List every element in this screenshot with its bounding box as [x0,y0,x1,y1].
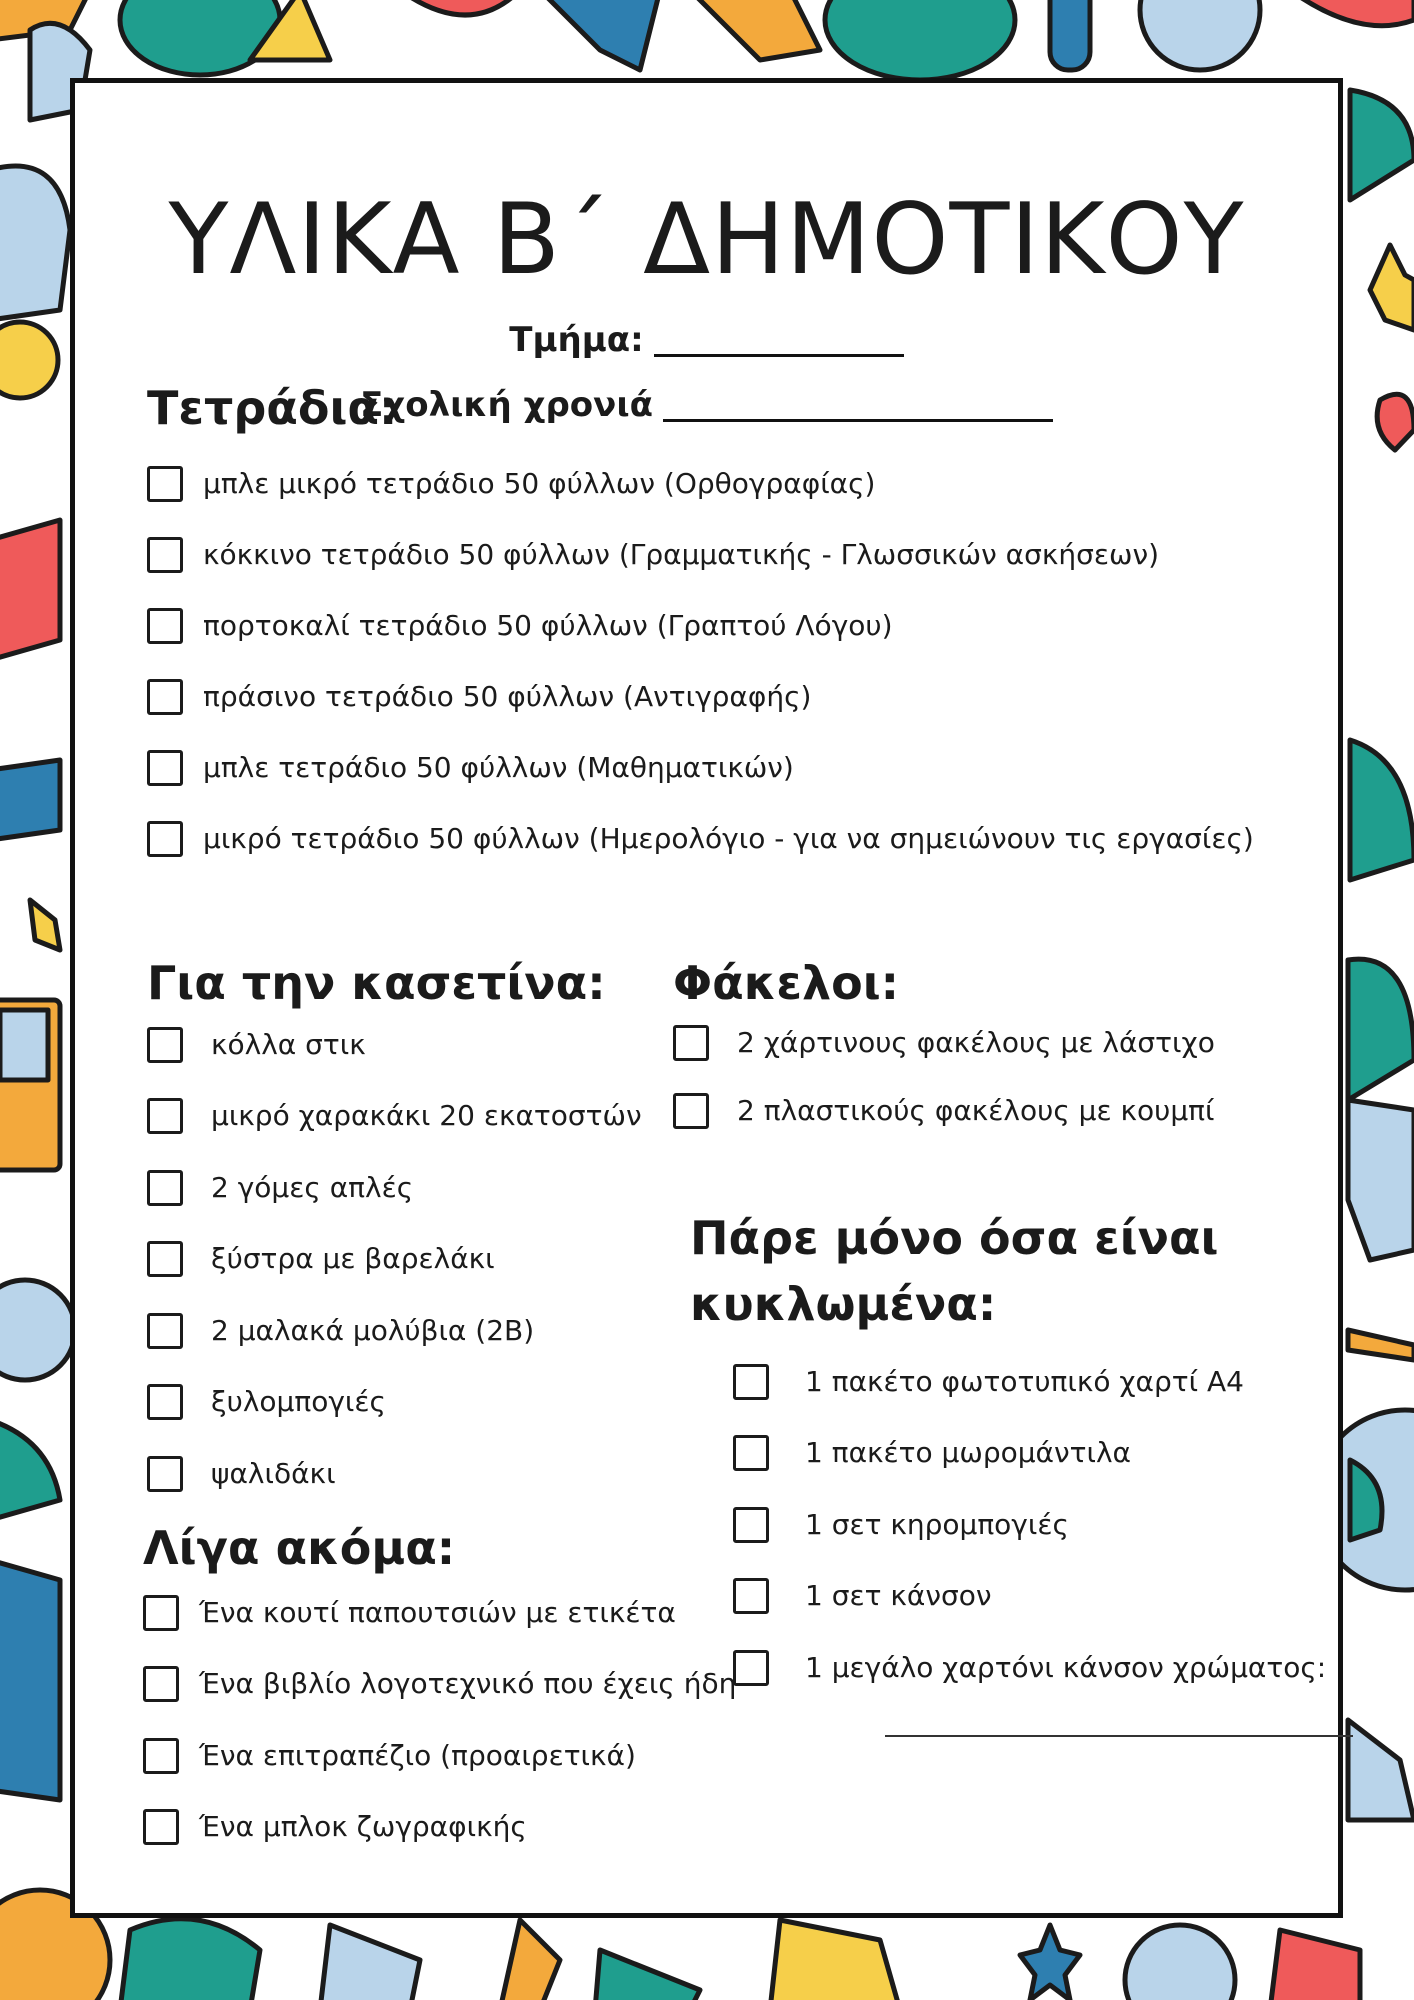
checkbox[interactable] [147,1313,183,1349]
circled-heading [690,1205,1218,1337]
item-label: Ένα επιτραπέζιο (προαιρετικά) [199,1738,636,1772]
checklist-item [147,1224,642,1296]
checkbox[interactable] [147,1241,183,1277]
checklist-item [733,1632,1326,1704]
item-label: 1 σετ κάνσον [805,1579,992,1613]
checklist-item [673,1077,1215,1145]
checkbox[interactable] [733,1364,769,1400]
item-label: Ένα μπλοκ ζωγραφικής [199,1810,527,1844]
notebooks-list [147,448,1254,874]
checkbox[interactable] [143,1595,179,1631]
pencil-case-list [147,1009,642,1510]
item-label: 1 μεγάλο χαρτόνι κάνσον χρώματος: [805,1650,1327,1684]
checklist-sheet [70,78,1343,1918]
checklist-item [733,1418,1326,1490]
checkbox[interactable] [147,750,183,786]
more-heading: Λίγα ακόμα: [143,1521,456,1575]
checklist-item [147,1295,642,1367]
circled-heading-line-1: Πάρε μόνο όσα είναι [690,1211,1219,1265]
checklist-item [147,1438,642,1510]
checkbox[interactable] [733,1435,769,1471]
item-label: μπλε τετράδιο 50 φύλλων (Μαθηματικών) [203,750,794,784]
checkbox[interactable] [147,1384,183,1420]
item-label: μικρό τετράδιο 50 φύλλων (Ημερολόγιο - για να σημειώνουν τις εργασίες) [203,821,1254,855]
checklist-item [143,1649,736,1721]
checkbox[interactable] [673,1025,709,1061]
checklist-item [147,1152,642,1224]
checklist-item [147,803,1254,874]
checkbox[interactable] [733,1650,769,1686]
school-year-label: Σχολική χρονιά [360,385,653,425]
checkbox[interactable] [147,1027,183,1063]
checkbox[interactable] [733,1507,769,1543]
checklist-item [143,1577,736,1649]
item-label: 2 γόμες απλές [211,1170,414,1204]
circled-heading-line-2: κυκλωμένα: [690,1277,997,1331]
item-label: 1 πακέτο μωρομάντιλα [805,1436,1131,1470]
item-label: ξυλομπογιές [211,1385,386,1419]
item-label: 2 χάρτινους φακέλους με λάστιχο [737,1026,1215,1059]
checklist-item [147,590,1254,661]
item-label: κόλλα στικ [211,1027,366,1061]
checkbox[interactable] [143,1809,179,1845]
checklist-item [733,1489,1326,1561]
item-label: ψαλιδάκι [211,1456,336,1490]
pencil-case-heading: Για την κασετίνα: [147,956,606,1010]
checkbox[interactable] [147,466,183,502]
checklist-item [147,1081,642,1153]
checkbox[interactable] [147,1456,183,1492]
checkbox[interactable] [147,608,183,644]
checkbox[interactable] [147,679,183,715]
item-label: ξύστρα με βαρελάκι [211,1242,495,1276]
checkbox[interactable] [147,821,183,857]
checklist-item [733,1346,1326,1418]
item-label: Ένα κουτί παπουτσιών με ετικέτα [199,1595,676,1629]
checkbox[interactable] [147,537,183,573]
checkbox[interactable] [147,1170,183,1206]
item-label: πορτοκαλί τετράδιο 50 φύλλων (Γραπτού Λόγου) [203,608,893,642]
class-blank-line[interactable] [654,324,904,357]
item-label: Ένα βιβλίο λογοτεχνικό που έχεις ήδη [199,1667,737,1701]
circled-list [733,1346,1326,1704]
checkbox[interactable] [733,1578,769,1614]
checklist-item [143,1720,736,1792]
item-label: μικρό χαρακάκι 20 εκατοστών [211,1099,642,1133]
checkbox[interactable] [673,1093,709,1129]
school-year-blank-line[interactable] [663,389,1053,422]
checklist-item [147,1367,642,1439]
checkbox[interactable] [143,1738,179,1774]
checklist-item [673,1009,1215,1077]
checkbox[interactable] [143,1666,179,1702]
notebooks-heading: Τετράδια: [147,381,398,435]
class-label: Τμήμα: [509,320,644,360]
checklist-item [147,519,1254,590]
checkbox[interactable] [147,1098,183,1134]
folders-heading: Φάκελοι: [673,956,900,1010]
item-label: 2 πλαστικούς φακέλους με κουμπί [737,1094,1215,1127]
item-label: 2 μαλακά μολύβια (2Β) [211,1313,535,1347]
item-label: κόκκινο τετράδιο 50 φύλλων (Γραμματικής - Γλωσσικών ασκήσεων) [203,537,1160,571]
class-field [75,320,1338,360]
item-label: πράσινο τετράδιο 50 φύλλων (Αντιγραφής) [203,679,812,713]
item-label: 1 σετ κηρομπογιές [805,1507,1069,1541]
checklist-item [147,661,1254,732]
checklist-item [147,732,1254,803]
checklist-item [143,1792,736,1864]
checklist-item [733,1561,1326,1633]
page-title: ΥΛΙΚΑ Β΄ ΔΗΜΟΤΙΚΟΥ [168,183,1245,297]
checklist-item [147,1009,642,1081]
folders-list [673,1009,1215,1145]
color-blank-line[interactable] [885,1735,1353,1737]
more-list [143,1577,736,1863]
item-label: μπλε μικρό τετράδιο 50 φύλλων (Ορθογραφίας) [203,466,876,500]
item-label: 1 πακέτο φωτοτυπικό χαρτί Α4 [805,1364,1244,1398]
checklist-item [147,448,1254,519]
